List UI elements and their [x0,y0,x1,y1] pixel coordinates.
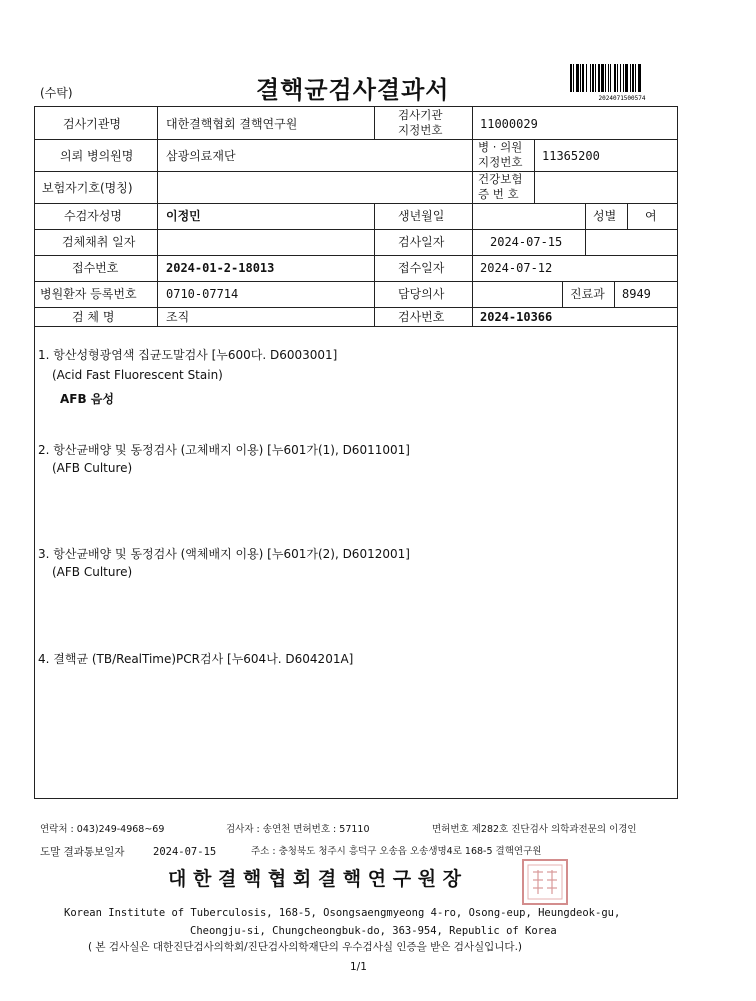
health-label-1: 건강보험 [478,172,523,186]
health-label-2: 증 번 호 [478,187,519,201]
collect-label: 검체채취 일자 [62,235,136,249]
receipt-date-label: 접수일자 [398,261,445,275]
result-item-1-result: AFB 음성 [60,392,114,406]
issuer-name: 대 한 결 핵 협 회 결 핵 연 구 원 장 [168,868,462,890]
hosp-no-label-2: 지정번호 [478,155,523,169]
sex-value: 여 [645,209,657,223]
examiner: 검사자 : 송연천 면허번호 : 57110 [226,824,370,835]
dept-value: 8949 [622,287,651,301]
hosp-no-label-1: 병 · 의원 [478,140,523,154]
org-label: 검사기관명 [63,117,121,131]
address-en-line2: Cheongju-si, Chungcheongbuk-do, 363-954, Republic of Korea [190,925,557,937]
address: 주소 : 충청북도 청주시 흥덕구 오송읍 오송생명4로 168-5 결핵연구원 [251,846,542,857]
result-item-2-title: 2. 항산균배양 및 동정검사 (고체배지 이용) [누601가(1), D6011001] [38,443,410,457]
receipt-no-value: 2024-01-2-18013 [166,261,275,275]
org-no-label-2: 지정번호 [398,123,443,137]
result-item-2-subtitle: (AFB Culture) [52,461,133,475]
hospital-value: 삼광의료재단 [166,149,236,163]
patient-label: 수검자성명 [64,209,122,223]
report-date: 2024-07-15 [153,846,217,858]
reg-no-label: 병원환자 등록번호 [40,287,137,301]
document-title: 결핵균검사결과서 [256,76,450,104]
result-item-3-subtitle: (AFB Culture) [52,565,133,579]
page-number: 1/1 [350,961,367,973]
test-no-label: 검사번호 [398,310,445,324]
test-no-value: 2024-10366 [480,310,553,324]
contact: 연락처 : 043)249-4968~69 [40,824,165,835]
result-item-1-subtitle: (Acid Fast Fluorescent Stain) [52,368,223,382]
corner-label: (수탁) [40,86,73,100]
dept-label: 진료과 [570,287,605,301]
org-value: 대한결핵협회 결핵연구원 [166,117,298,131]
specimen-label: 검 체 명 [72,310,115,324]
patient-value: 이정민 [166,209,201,223]
svg-text:2024071500574: 2024071500574 [598,95,646,102]
result-item-3-title: 3. 항산균배양 및 동정검사 (액체배지 이용) [누601가(2), D6012001] [38,547,410,561]
barcode [568,64,676,102]
doctor-label: 담당의사 [398,287,445,301]
insured-label: 보험자기호(명칭) [42,181,133,195]
reg-no-value: 0710-07714 [166,287,239,301]
hosp-no-value: 11365200 [542,149,600,163]
address-en-line1: Korean Institute of Tuberculosis, 168-5, Osongsaengmyeong 4-ro, Osong-eup, Heungdeok-gu, [64,907,621,919]
official-seal [521,858,569,906]
org-no-value: 11000029 [480,117,538,131]
result-item-1-title: 1. 항산성형광염색 집균도말검사 [누600다. D6003001] [38,348,338,362]
sex-label: 성별 [593,209,617,223]
receipt-no-label: 접수번호 [72,261,119,275]
certification-note: ( 본 검사실은 대한진단검사의학회/진단검사의학재단의 우수검사실 인증을 받은 검사실입니다.) [88,941,523,953]
license: 면허번호 제282호 진단검사 의학과전문의 이경인 [432,824,637,835]
dob-label: 생년월일 [398,209,445,223]
org-no-label-1: 검사기관 [398,108,443,122]
report-label: 도말 결과통보일자 [40,846,125,858]
specimen-value: 조직 [166,310,190,324]
receipt-date-value: 2024-07-12 [480,261,553,275]
hospital-label: 의뢰 병의원명 [60,149,134,163]
result-item-4-title: 4. 결핵균 (TB/RealTime)PCR검사 [누604나. D604201A] [38,652,354,666]
test-date-label: 검사일자 [398,235,445,249]
test-date-value: 2024-07-15 [490,235,563,249]
